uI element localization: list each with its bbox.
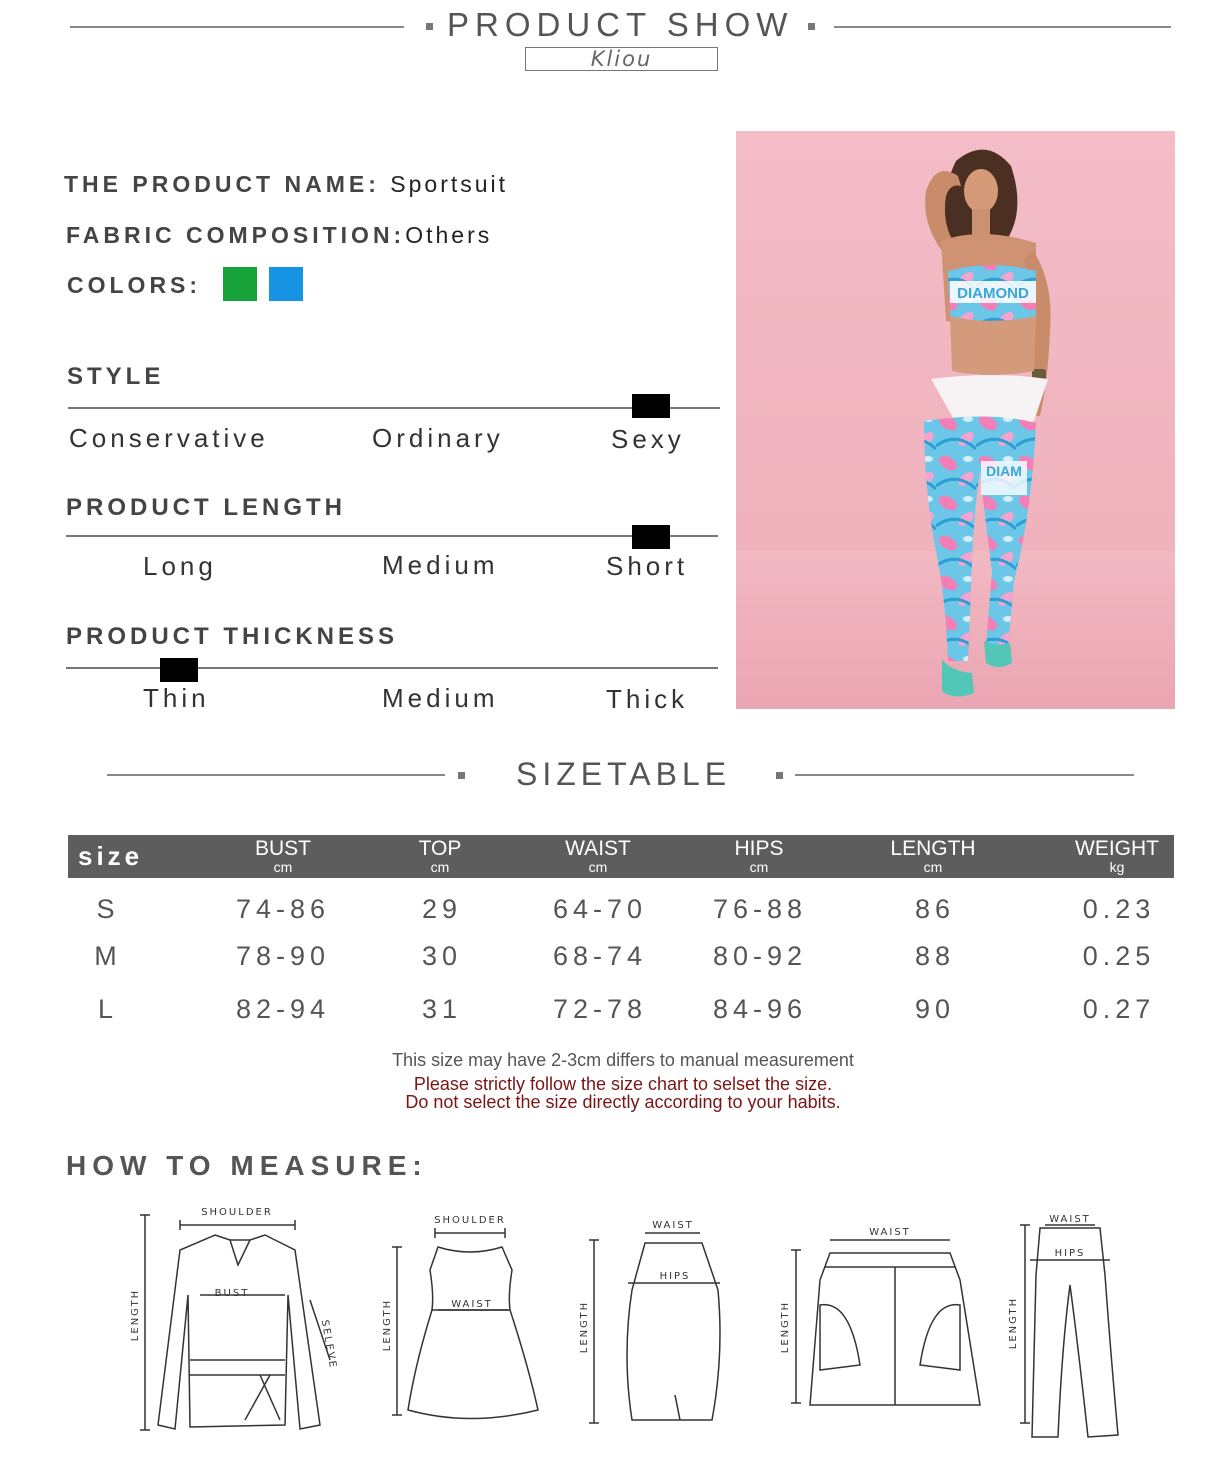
column-unit: cm — [923, 859, 943, 875]
header-rule-right — [834, 26, 1171, 28]
top-cell: 29 — [421, 894, 463, 924]
model-illustration — [736, 131, 1175, 709]
thickness-marker — [160, 658, 198, 682]
product-photo — [736, 131, 1175, 709]
sizetable-title: SIZETABLE — [516, 756, 732, 792]
thickness-label-medium: Medium — [382, 683, 499, 713]
column-name: LENGTH — [890, 837, 976, 860]
column-header-hips — [719, 835, 799, 874]
skirt-diagram — [589, 1233, 720, 1423]
column-header-length — [878, 835, 988, 874]
column-name: WAIST — [565, 837, 631, 860]
size-note: This size may have 2-3cm differs to manual measurement — [392, 1050, 854, 1070]
weight-cell: 0.27 — [1082, 994, 1156, 1024]
header-bullet-right — [808, 23, 815, 30]
page-title: PRODUCT SHOW — [447, 6, 794, 43]
column-header-weight — [1062, 835, 1172, 874]
column-name: WEIGHT — [1075, 837, 1159, 860]
column-header-top — [400, 835, 480, 874]
sleeve-label: SELEVE — [318, 1319, 339, 1371]
column-header-waist — [548, 835, 648, 874]
hips-cell: 80-92 — [712, 941, 808, 971]
product-name-label: THE PRODUCT NAME: — [64, 171, 380, 197]
pants-length-label: LENGTH — [1008, 1296, 1019, 1350]
column-unit: cm — [430, 859, 450, 875]
dress-waist-label: WAIST — [451, 1299, 493, 1310]
sizetable-rule-left — [107, 774, 445, 776]
hips-cell: 84-96 — [712, 994, 808, 1024]
product-name-row — [64, 171, 508, 198]
fabric-value: Others — [405, 222, 493, 248]
fabric-row — [66, 222, 492, 249]
column-name: HIPS — [734, 837, 784, 860]
length-label-medium: Medium — [382, 550, 499, 580]
column-unit: kg — [1109, 859, 1125, 875]
sizetable-bullet-left — [458, 772, 465, 779]
length-label-long: Long — [143, 551, 217, 581]
sizetable-rule-right — [795, 774, 1134, 776]
style-title: STYLE — [67, 363, 165, 390]
top-cell: 31 — [421, 994, 463, 1024]
size-cell: L — [97, 994, 119, 1024]
dress-length-label: LENGTH — [382, 1298, 393, 1352]
thickness-label-thin: Thin — [143, 683, 210, 713]
jacket-length-label: LENGTH — [130, 1288, 141, 1342]
style-label-conservative: Conservative — [69, 423, 269, 453]
sizetable-bullet-right — [776, 772, 783, 779]
skirt-length-label: LENGTH — [579, 1300, 590, 1354]
style-marker — [632, 394, 670, 418]
brand-name: Kliou — [525, 47, 718, 71]
pants-hips-label: HIPS — [1054, 1248, 1086, 1259]
skirt-waist-label: WAIST — [652, 1220, 694, 1231]
size-cell: S — [96, 894, 120, 924]
size-table-header — [68, 835, 1174, 878]
column-unit: cm — [749, 859, 769, 875]
product-name-value: Sportsuit — [390, 171, 509, 197]
length-cell: 88 — [914, 941, 956, 971]
size-warning — [0, 1075, 1226, 1111]
bust-cell: 78-90 — [235, 941, 331, 971]
length-scale-line — [66, 535, 718, 537]
header-rule-left — [70, 26, 404, 28]
top-cell: 30 — [421, 941, 463, 971]
size-warning-line-2: Do not select the size directly according to your habits. — [405, 1092, 841, 1112]
mini-skirt-diagram — [791, 1240, 980, 1405]
mini-waist-label: WAIST — [869, 1227, 911, 1238]
column-name: TOP — [418, 837, 462, 860]
waist-cell: 64-70 — [552, 894, 648, 924]
legging-print-text: DIAM — [986, 463, 1022, 479]
size-cell: M — [94, 941, 122, 971]
column-unit: cm — [588, 859, 608, 875]
column-unit: cm — [273, 859, 293, 875]
size-warning-line-1: Please strictly follow the size chart to selset the size. — [413, 1074, 833, 1094]
style-scale-line — [68, 407, 720, 409]
colors-label: COLORS: — [67, 272, 202, 298]
waist-cell: 72-78 — [552, 994, 648, 1024]
waist-cell: 68-74 — [552, 941, 648, 971]
thickness-label-thick: Thick — [606, 684, 689, 714]
length-title: PRODUCT LENGTH — [66, 494, 346, 521]
shoulder-label: SHOULDER — [201, 1207, 273, 1218]
bust-cell: 74-86 — [235, 894, 331, 924]
size-column-header: size — [78, 841, 144, 871]
dress-diagram — [392, 1228, 538, 1419]
length-cell: 86 — [914, 894, 956, 924]
style-label-ordinary: Ordinary — [372, 423, 504, 453]
bust-label: BUST — [214, 1288, 250, 1299]
style-label-sexy: Sexy — [611, 424, 685, 454]
color-swatch-green[interactable] — [223, 267, 257, 301]
color-swatch-blue[interactable] — [269, 267, 303, 301]
how-to-measure-title: HOW TO MEASURE: — [66, 1150, 428, 1181]
jacket-diagram — [140, 1215, 330, 1430]
bra-print-text: DIAMOND — [957, 285, 1029, 302]
column-name: BUST — [254, 837, 311, 860]
weight-cell: 0.25 — [1082, 941, 1156, 971]
weight-cell: 0.23 — [1082, 894, 1156, 924]
dress-shoulder-label: SHOULDER — [434, 1215, 506, 1226]
hips-cell: 76-88 — [712, 894, 808, 924]
bust-cell: 82-94 — [235, 994, 331, 1024]
length-marker — [632, 525, 670, 549]
length-label-short: Short — [606, 551, 689, 581]
pants-waist-label: WAIST — [1049, 1214, 1091, 1225]
skirt-hips-label: HIPS — [659, 1271, 691, 1282]
fabric-label: FABRIC COMPOSITION: — [66, 222, 406, 248]
header-bullet-left — [426, 23, 433, 30]
length-cell: 90 — [914, 994, 956, 1024]
measure-diagrams — [120, 1195, 1130, 1445]
mini-length-label: LENGTH — [780, 1300, 791, 1354]
column-header-bust — [243, 835, 323, 874]
thickness-title: PRODUCT THICKNESS — [66, 623, 399, 650]
